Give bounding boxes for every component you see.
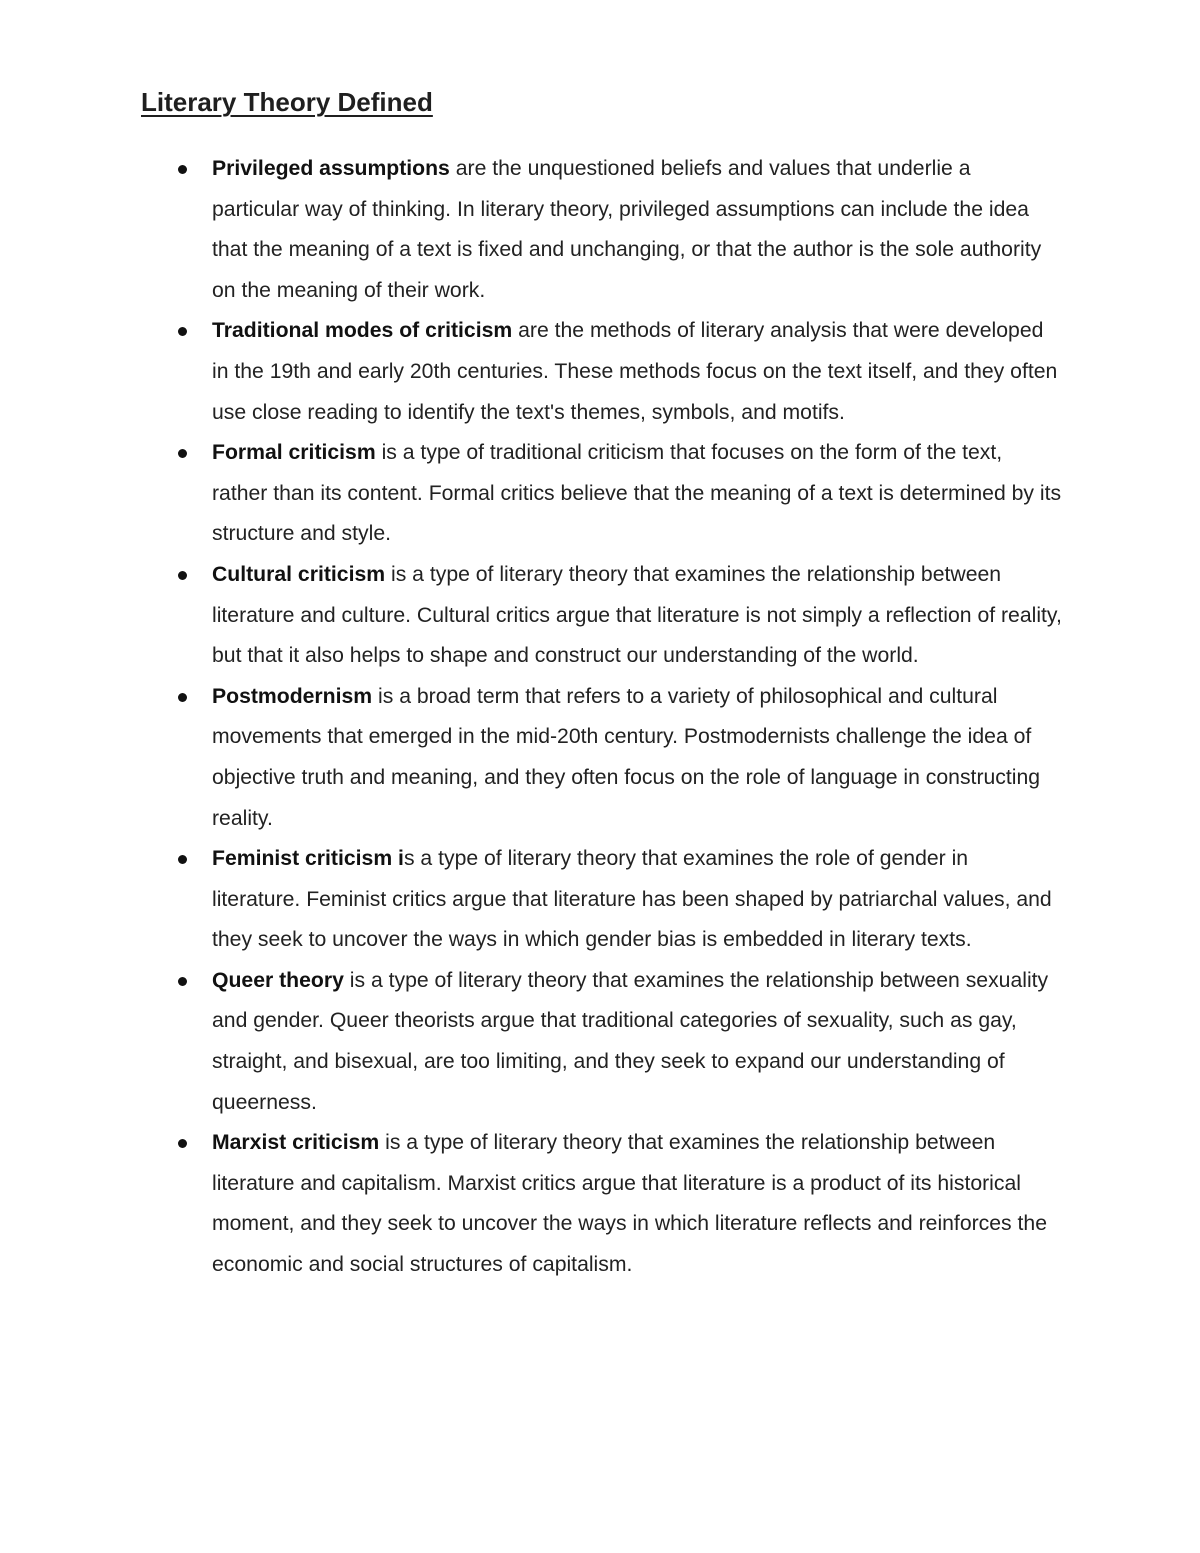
bullet-icon [178,855,187,864]
list-item-feminist-criticism [212,839,1062,961]
list-item-privileged-assumptions [212,149,1062,311]
bullet-icon [178,449,187,458]
term-label: Formal criticism [212,441,376,465]
term-label: Feminist criticism i [212,847,404,871]
definition-list [0,149,1200,1286]
term-label: Privileged assumptions [212,157,450,180]
term-definition: is a type of traditional criticism that focuses on the form of the text, rather than its content. Formal critics believe that the meaning of a text is determined by its structure and style. [212,441,1062,546]
term-definition: s a type of literary theory that examines the role of gender in literature. Feminist critics argue that literature has been shaped by patriarchal values, and they seek to uncover the ways in which gender bias is embedded in literary texts. [212,847,1052,952]
list-item-marxist-criticism [212,1123,1062,1285]
term-label: Queer theory [212,968,344,992]
term-definition: is a type of literary theory that examines the relationship between sexuality and gender. Queer theorists argue that traditional categories of sexuality, such as gay, straight, and bisexual, are too limiting, and they seek to expand our understanding of queerness. [212,968,1049,1114]
bullet-icon [178,327,187,336]
term-definition: is a broad term that refers to a variety of philosophical and cultural movements that emerged in the mid-20th century. Postmodernists challenge the idea of objective truth and meaning, and they often focus on the role of language in constructing reality. [212,684,1041,830]
bullet-icon [178,1139,187,1148]
term-label: Cultural criticism [212,562,386,586]
bullet-icon [178,571,187,580]
term-definition: are the unquestioned beliefs and values that underlie a particular way of thinking. In literary theory, privileged assumptions can include the idea that the meaning of a text is fixed and unchanging, or that the author is the sole authority on the meaning of their work. [212,157,1042,302]
document-title: Literary Theory Defined [141,87,433,117]
term-label: Postmodernism [212,684,373,708]
term-definition: is a type of literary theory that examines the relationship between literature and culture. Cultural critics argue that literature is not simply a reflection of reality, but that it also helps to shape and construct our understanding of the world. [212,562,1062,668]
term-label: Marxist criticism [212,1131,380,1155]
term-definition: are the methods of literary analysis that were developed in the 19th and early 20th centuries. These methods focus on the text itself, and they often use close reading to identify the text's themes, symbols, and motifs. [212,319,1058,424]
list-item-formal-criticism [212,433,1062,555]
list-item-queer-theory [212,961,1062,1123]
bullet-icon [178,165,187,174]
list-item-cultural-criticism [212,555,1062,677]
bullet-icon [178,977,187,986]
bullet-icon [178,693,187,702]
list-item-traditional-modes [212,311,1062,433]
term-definition: is a type of literary theory that examines the relationship between literature and capitalism. Marxist critics argue that literature is a product of its historical moment, and they seek to uncover the ways in which literature reflects and reinforces the economic and social structures of capitalism. [212,1131,1047,1277]
list-item-postmodernism [212,677,1062,839]
term-label: Traditional modes of criticism [212,319,513,343]
